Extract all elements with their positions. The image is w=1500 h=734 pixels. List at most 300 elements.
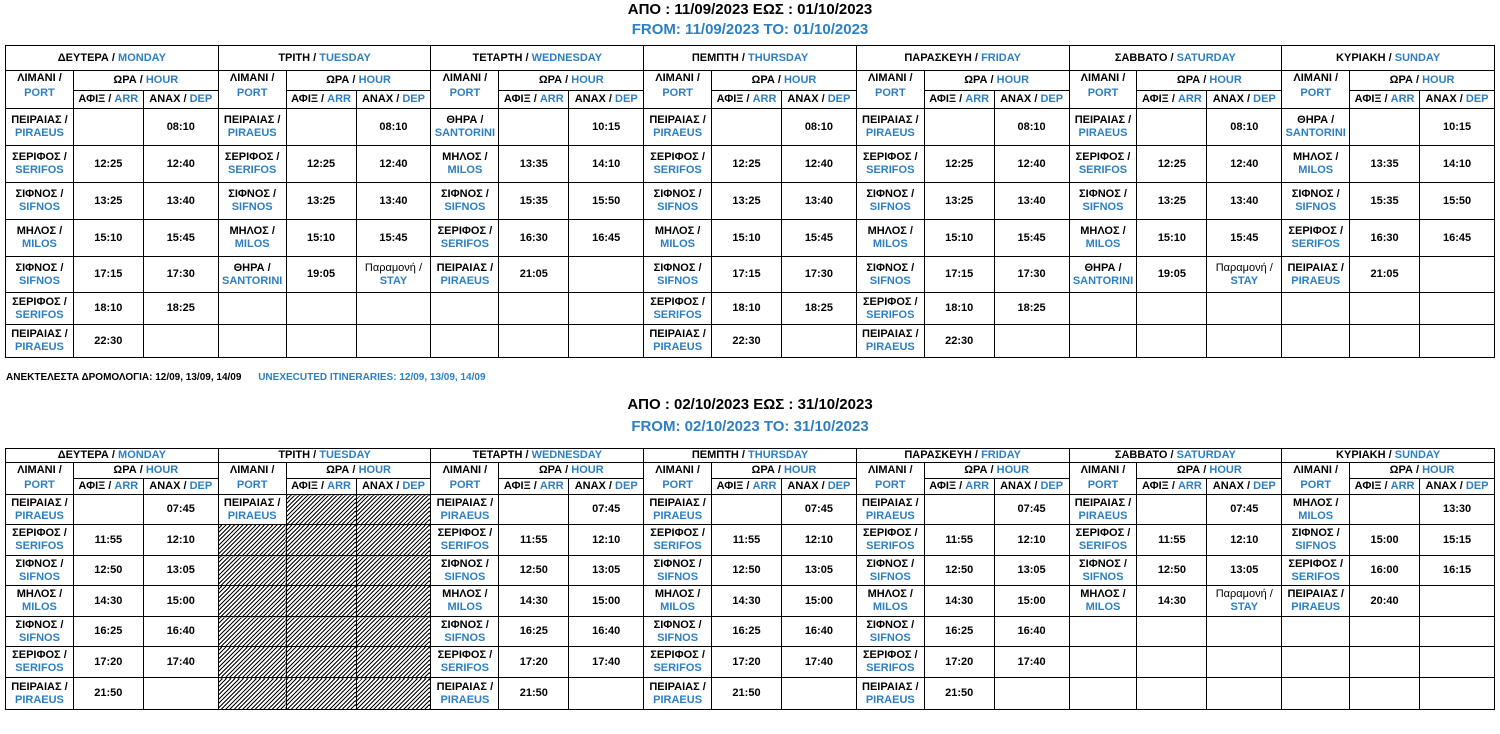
hour-header: [924, 463, 1069, 479]
port-cell: [6, 647, 74, 678]
port-name-english: SERIFOS: [440, 238, 490, 250]
port-name-english: PIRAEUS: [15, 341, 64, 353]
arrival-time: 15:10: [286, 220, 356, 257]
arrival-time: [1350, 325, 1420, 358]
arrival-header-english: ARR: [1390, 480, 1415, 492]
arrival-time: 13:25: [1137, 183, 1207, 220]
table-row: [6, 525, 1495, 556]
departure-time: 15:45: [781, 220, 856, 257]
port-name-english: SERIFOS: [228, 164, 277, 176]
port-name-greek: ΠΕΙΡΑΙΑΣ /: [649, 328, 706, 340]
hour-header: [1137, 71, 1282, 91]
port-header: [856, 463, 924, 495]
arrival-time: 15:00: [1350, 525, 1420, 556]
port-name-english: PIRAEUS: [865, 693, 915, 706]
port-name-greek: ΠΕΙΡΑΙΑΣ /: [223, 496, 281, 509]
port-name-greek: ΣΙΦΝΟΣ /: [15, 188, 64, 200]
port-name-english: MILOS: [22, 601, 57, 613]
port-cell: [1069, 257, 1137, 293]
departure-time: 16:40: [569, 617, 644, 647]
departure-time: [356, 556, 431, 586]
arrival-time: 13:25: [712, 183, 782, 220]
port-cell: [1069, 647, 1137, 678]
departure-header: [356, 479, 431, 495]
port-header-english: PORT: [662, 87, 693, 99]
port-name-greek: ΣΕΡΙΦΟΣ /: [437, 225, 493, 237]
port-cell: [644, 220, 712, 257]
port-name-greek: ΜΗΛΟΣ /: [654, 225, 701, 237]
hour-header-english: HOUR: [358, 464, 391, 476]
arrival-time: [1350, 617, 1420, 647]
departure-time: 13:05: [1207, 556, 1282, 586]
port-cell: [218, 257, 286, 293]
port-name-english: SIFNOS: [444, 201, 486, 213]
port-header-greek: ΛΙΜΑΝΙ /: [1080, 464, 1126, 476]
arrival-header: [924, 91, 994, 109]
period-1-title-english: FROM: 11/09/2023 TO: 01/10/2023: [631, 21, 869, 38]
departure-time: 13:40: [1207, 183, 1282, 220]
port-cell: [431, 586, 499, 617]
port-cell: [644, 325, 712, 358]
departure-header-english: DEP: [827, 480, 851, 492]
port-cell: [1282, 109, 1350, 146]
hour-header: [1350, 463, 1495, 479]
arrival-time: 17:20: [924, 647, 994, 678]
departure-time: [1420, 678, 1495, 710]
arrival-time: [1350, 495, 1420, 525]
hour-header-english: HOUR: [358, 74, 391, 86]
port-name-greek: ΠΕΙΡΑΙΑΣ /: [11, 680, 68, 693]
hour-header-greek: ΩΡΑ /: [964, 464, 994, 476]
arrival-time: 21:50: [499, 678, 569, 710]
departure-time: 12:40: [143, 146, 218, 183]
hour-header-greek: ΩΡΑ /: [751, 74, 781, 86]
hour-header: [1137, 463, 1282, 479]
port-cell: [6, 495, 74, 525]
hour-header: [286, 463, 431, 479]
arrival-time: [286, 647, 356, 678]
departure-time: [569, 678, 644, 710]
port-header-greek: ΛΙΜΑΝΙ /: [867, 72, 913, 84]
departure-time: [1207, 257, 1282, 293]
port-name-english: PIRAEUS: [653, 509, 703, 522]
port-cell: [1282, 183, 1350, 220]
port-cell: [218, 293, 286, 325]
day-name-english: THURSDAY: [748, 449, 809, 461]
port-cell: [1069, 109, 1137, 146]
port-name-greek: ΣΙΦΝΟΣ /: [653, 261, 702, 274]
day-name-english: FRIDAY: [981, 51, 1021, 64]
port-cell: [431, 556, 499, 586]
port-name-greek: ΜΗΛΟΣ /: [442, 588, 488, 600]
port-name-greek: ΠΕΙΡΑΙΑΣ /: [436, 496, 494, 509]
day-name-english: MONDAY: [118, 449, 166, 461]
port-name-greek: ΣΙΦΝΟΣ /: [653, 557, 702, 570]
table-row: [6, 647, 1495, 678]
arrival-time: 21:05: [1350, 257, 1420, 293]
arrival-time: 11:55: [1137, 525, 1207, 556]
port-cell: [856, 109, 924, 146]
arrival-header-greek: ΑΦΙΞ /: [1141, 93, 1175, 105]
table-row: [6, 556, 1495, 586]
departure-time: 08:10: [143, 109, 218, 146]
table-row: [6, 293, 1495, 325]
port-name-greek: ΣΕΡΙΦΟΣ /: [12, 527, 67, 539]
port-name-greek: ΠΕΙΡΑΙΑΣ /: [436, 261, 494, 274]
arrival-time: [286, 109, 356, 146]
port-cell: [6, 325, 74, 358]
port-cell: [644, 678, 712, 710]
departure-time: 16:40: [143, 617, 218, 647]
port-header-greek: ΛΙΜΑΝΙ /: [655, 72, 700, 84]
departure-time: 07:45: [994, 495, 1069, 525]
port-name-english: MILOS: [1298, 164, 1334, 176]
arrival-header-english: ARR: [965, 93, 990, 105]
arrival-time: 21:50: [712, 678, 782, 710]
port-cell: [6, 109, 74, 146]
arrival-header-english: ARR: [539, 93, 564, 105]
port-name-greek: ΠΕΙΡΑΙΑΣ /: [11, 114, 68, 126]
port-header-greek: ΛΙΜΑΝΙ /: [867, 464, 913, 476]
port-name-english: PIRAEUS: [440, 509, 490, 522]
port-cell: [1069, 220, 1137, 257]
departure-header-greek: ΑΝΑΧ /: [1425, 93, 1463, 105]
arrival-time: 18:10: [924, 293, 994, 325]
departure-time: 12:40: [994, 146, 1069, 183]
port-name-greek: ΘΗΡΑ /: [233, 261, 271, 274]
arrival-time: [73, 495, 143, 525]
port-name-greek: ΠΕΙΡΑΙΑΣ /: [862, 114, 919, 126]
port-cell: [218, 183, 286, 220]
port-name-english: PIRAEUS: [15, 693, 64, 706]
port-name-greek: ΣΙΦΝΟΣ /: [653, 188, 702, 200]
hour-header-english: HOUR: [1422, 464, 1455, 476]
departure-time: 15:50: [1420, 183, 1495, 220]
port-name-english: PIRAEUS: [15, 127, 64, 139]
departure-time: 12:40: [356, 146, 431, 183]
port-name-greek: ΜΗΛΟΣ /: [16, 225, 63, 237]
departure-time: [781, 678, 856, 710]
departure-time: 15:00: [994, 586, 1069, 617]
arrival-header-greek: ΑΦΙΞ /: [1354, 93, 1388, 105]
arrival-header: [73, 91, 143, 109]
arrival-time: [1350, 678, 1420, 710]
day-header-wednesday: [431, 449, 644, 463]
port-cell: [644, 556, 712, 586]
hour-header-english: HOUR: [996, 74, 1030, 86]
departure-time: 07:45: [1207, 495, 1282, 525]
port-cell: [856, 647, 924, 678]
port-cell: [1069, 183, 1137, 220]
day-name-english: FRIDAY: [981, 449, 1021, 461]
port-cell: [6, 556, 74, 586]
port-cell: [218, 495, 286, 525]
day-header-wednesday: [431, 46, 644, 71]
day-name-greek: ΠΑΡΑΣΚΕΥΗ /: [904, 449, 978, 461]
departure-time: 07:45: [781, 495, 856, 525]
arrival-time: 15:10: [712, 220, 782, 257]
departure-time: 15:45: [994, 220, 1069, 257]
arrival-time: [712, 495, 782, 525]
arrival-header-english: ARR: [1177, 480, 1202, 492]
port-name-english: SIFNOS: [231, 201, 273, 213]
day-name-english: THURSDAY: [748, 51, 809, 64]
hour-header-greek: ΩΡΑ /: [538, 74, 569, 86]
port-name-greek: ΣΕΡΙΦΟΣ /: [650, 295, 705, 308]
arrival-time: 16:25: [499, 617, 569, 647]
arrival-header-greek: ΑΦΙΞ /: [291, 480, 325, 492]
arrival-time: 18:10: [73, 293, 143, 325]
port-name-greek: ΣΕΡΙΦΟΣ /: [650, 649, 705, 661]
port-name-greek: ΣΙΦΝΟΣ /: [440, 188, 489, 200]
port-name-greek: ΠΕΙΡΑΙΑΣ /: [862, 496, 919, 509]
day-name-greek: ΚΥΡΙΑΚΗ /: [1336, 51, 1392, 64]
port-name-greek: ΜΗΛΟΣ /: [229, 225, 275, 237]
port-name-english: MILOS: [447, 601, 483, 613]
arrival-time: 12:25: [1137, 146, 1207, 183]
arrival-time: 12:25: [712, 146, 782, 183]
arrival-time: [499, 495, 569, 525]
port-name-english: SIFNOS: [1082, 201, 1124, 213]
hour-header-english: HOUR: [145, 464, 179, 476]
arrival-header-english: ARR: [1177, 93, 1202, 105]
departure-header: [994, 91, 1069, 109]
departure-time: 17:40: [143, 647, 218, 678]
departure-header-greek: ΑΝΑΧ /: [149, 480, 187, 492]
departure-time: 16:15: [1420, 556, 1495, 586]
port-cell: [218, 556, 286, 586]
arrival-header: [712, 91, 782, 109]
arrival-header-greek: ΑΦΙΞ /: [716, 93, 750, 105]
arrival-time: 13:25: [924, 183, 994, 220]
day-name-english: TUESDAY: [319, 51, 371, 64]
departure-time: 17:40: [781, 647, 856, 678]
day-header-monday: [6, 46, 219, 71]
day-name-english: MONDAY: [118, 51, 166, 64]
arrival-time: [1137, 647, 1207, 678]
arrival-time: 16:25: [924, 617, 994, 647]
port-name-greek: ΣΕΡΙΦΟΣ /: [1288, 557, 1344, 570]
port-name-english: SERIFOS: [440, 662, 490, 674]
arrival-time: 13:35: [499, 146, 569, 183]
departure-time: [356, 678, 431, 710]
hour-header-english: HOUR: [783, 464, 817, 476]
departure-time: 08:10: [781, 109, 856, 146]
port-name-english: SIFNOS: [1295, 540, 1337, 552]
day-name-english: WEDNESDAY: [531, 51, 603, 64]
port-cell: [856, 586, 924, 617]
departure-time: [1420, 325, 1495, 358]
port-name-greek: ΣΙΦΝΟΣ /: [15, 618, 64, 631]
port-cell: [856, 525, 924, 556]
arrival-time: 16:30: [1350, 220, 1420, 257]
port-name-greek: ΜΗΛΟΣ /: [1292, 151, 1339, 163]
departure-header: [1207, 479, 1282, 495]
port-name-greek: ΣΕΡΙΦΟΣ /: [224, 151, 280, 163]
arrival-time: [1137, 617, 1207, 647]
port-cell: [1282, 617, 1350, 647]
port-cell: [1282, 586, 1350, 617]
day-name-greek: ΤΡΙΤΗ /: [278, 449, 317, 461]
port-name-greek: ΣΙΦΝΟΣ /: [228, 188, 277, 200]
port-cell: [218, 220, 286, 257]
port-name-english: PIRAEUS: [1078, 127, 1128, 139]
port-name-english: SIFNOS: [18, 274, 60, 287]
port-cell: [644, 617, 712, 647]
departure-header: [143, 479, 218, 495]
port-name-english: PIRAEUS: [653, 127, 703, 139]
departure-time: 12:10: [781, 525, 856, 556]
departure-time: 10:15: [1420, 109, 1495, 146]
port-name-english: PIRAEUS: [1291, 274, 1341, 287]
arrival-header-greek: ΑΦΙΞ /: [1354, 480, 1388, 492]
port-name-english: SERIFOS: [866, 540, 915, 552]
port-cell: [218, 647, 286, 678]
port-cell: [6, 678, 74, 710]
port-header: [431, 71, 499, 109]
departure-header-greek: ΑΝΑΧ /: [787, 480, 825, 492]
port-name-greek: ΠΕΙΡΑΙΑΣ /: [649, 114, 706, 126]
departure-header-greek: ΑΝΑΧ /: [361, 93, 400, 105]
departure-time: [143, 678, 218, 710]
port-name-greek: ΜΗΛΟΣ /: [867, 588, 913, 600]
port-name-english: SERIFOS: [866, 662, 915, 674]
departure-header-greek: ΑΝΑΧ /: [361, 480, 400, 492]
day-name-greek: ΣΑΒΒΑΤΟ /: [1114, 449, 1174, 461]
day-name-english: SATURDAY: [1176, 449, 1236, 461]
departure-header-english: DEP: [189, 93, 213, 105]
day-header-friday: [856, 449, 1069, 463]
arrival-time: 22:30: [712, 325, 782, 358]
stay-label-english: STAY: [1230, 601, 1259, 613]
port-name-english: SIFNOS: [18, 201, 60, 213]
departure-header-greek: ΑΝΑΧ /: [574, 480, 612, 492]
day-name-greek: ΤΕΤΑΡΤΗ /: [472, 51, 529, 64]
departure-time: [356, 257, 431, 293]
departure-time: [994, 325, 1069, 358]
departure-header: [143, 91, 218, 109]
port-name-english: PIRAEUS: [440, 693, 490, 706]
port-cell: [6, 220, 74, 257]
arrival-time: 17:15: [73, 257, 143, 293]
port-name-greek: ΣΕΡΙΦΟΣ /: [1075, 527, 1131, 539]
port-name-english: PIRAEUS: [227, 509, 277, 522]
departure-time: [1420, 257, 1495, 293]
arrival-header-greek: ΑΦΙΞ /: [929, 93, 963, 105]
port-name-greek: ΣΙΦΝΟΣ /: [866, 618, 915, 631]
port-name-english: SERIFOS: [1291, 238, 1340, 250]
port-name-greek: ΣΙΦΝΟΣ /: [866, 188, 915, 200]
departure-time: 18:25: [143, 293, 218, 325]
day-name-greek: ΠΕΜΠΤΗ /: [691, 51, 745, 64]
port-header: [1069, 463, 1137, 495]
departure-header-english: DEP: [1040, 480, 1064, 492]
port-cell: [856, 293, 924, 325]
arrival-time: [286, 495, 356, 525]
hour-header-english: HOUR: [996, 464, 1030, 476]
arrival-header-english: ARR: [752, 93, 777, 105]
hour-header-english: HOUR: [1209, 464, 1242, 476]
arrival-time: 12:25: [73, 146, 143, 183]
arrival-header: [286, 91, 356, 109]
port-name-english: PIRAEUS: [227, 127, 277, 139]
port-cell: [644, 109, 712, 146]
port-header-greek: ΛΙΜΑΝΙ /: [1293, 464, 1339, 476]
port-name-english: SANTORINI: [1285, 127, 1346, 139]
port-header-greek: ΛΙΜΑΝΙ /: [1293, 72, 1339, 84]
port-name-greek: ΠΕΙΡΑΙΑΣ /: [1287, 261, 1344, 274]
arrival-header-greek: ΑΦΙΞ /: [78, 480, 112, 492]
arrival-time: [499, 109, 569, 146]
port-name-english: SANTORINI: [1072, 274, 1134, 287]
port-cell: [6, 586, 74, 617]
port-name-greek: ΣΕΡΙΦΟΣ /: [862, 527, 918, 539]
arrival-time: 17:20: [73, 647, 143, 678]
port-cell: [6, 146, 74, 183]
port-header: [6, 463, 74, 495]
port-cell: [431, 183, 499, 220]
hour-header: [499, 463, 644, 479]
arrival-time: 15:10: [1137, 220, 1207, 257]
port-header-english: PORT: [24, 479, 55, 491]
day-name-greek: ΤΡΙΤΗ /: [278, 51, 317, 64]
port-header: [644, 71, 712, 109]
port-name-greek: ΠΕΙΡΑΙΑΣ /: [1287, 588, 1344, 600]
port-name-greek: ΠΕΙΡΑΙΑΣ /: [649, 496, 706, 509]
port-name-greek: ΣΕΡΙΦΟΣ /: [862, 151, 918, 163]
day-header-tuesday: [218, 449, 431, 463]
port-name-greek: ΜΗΛΟΣ /: [654, 588, 701, 600]
port-header-english: PORT: [1300, 87, 1331, 99]
departure-time: 13:05: [781, 556, 856, 586]
departure-time: [569, 257, 644, 293]
port-cell: [856, 146, 924, 183]
departure-time: 08:10: [356, 109, 431, 146]
port-cell: [856, 220, 924, 257]
port-header-greek: ΛΙΜΑΝΙ /: [442, 72, 488, 84]
port-cell: [856, 678, 924, 710]
table-row: [6, 220, 1495, 257]
hour-header: [924, 71, 1069, 91]
port-header-english: PORT: [875, 479, 906, 491]
arrival-time: 22:30: [73, 325, 143, 358]
arrival-time: [1350, 647, 1420, 678]
arrival-time: [1137, 293, 1207, 325]
port-name-greek: ΜΗΛΟΣ /: [1080, 225, 1126, 237]
departure-time: 15:00: [781, 586, 856, 617]
port-cell: [856, 325, 924, 358]
day-header-friday: [856, 46, 1069, 71]
port-cell: [644, 647, 712, 678]
port-name-greek: ΣΙΦΝΟΣ /: [440, 557, 489, 570]
arrival-time: 12:25: [286, 146, 356, 183]
period-2-title-english: FROM: 02/10/2023 TO: 31/10/2023: [631, 418, 869, 435]
port-cell: [6, 617, 74, 647]
table-row: [6, 495, 1495, 525]
departure-time: 13:30: [1420, 495, 1495, 525]
arrival-header-english: ARR: [539, 480, 564, 492]
arrival-time: 17:20: [712, 647, 782, 678]
arrival-time: [286, 678, 356, 710]
port-name-greek: ΠΕΙΡΑΙΑΣ /: [649, 680, 706, 693]
port-name-english: SIFNOS: [444, 631, 486, 644]
departure-header-english: DEP: [1253, 480, 1276, 492]
port-header: [218, 463, 286, 495]
arrival-header-english: ARR: [965, 480, 990, 492]
departure-header-greek: ΑΝΑΧ /: [1000, 93, 1038, 105]
port-header-greek: ΛΙΜΑΝΙ /: [17, 72, 62, 84]
departure-time: 13:40: [994, 183, 1069, 220]
